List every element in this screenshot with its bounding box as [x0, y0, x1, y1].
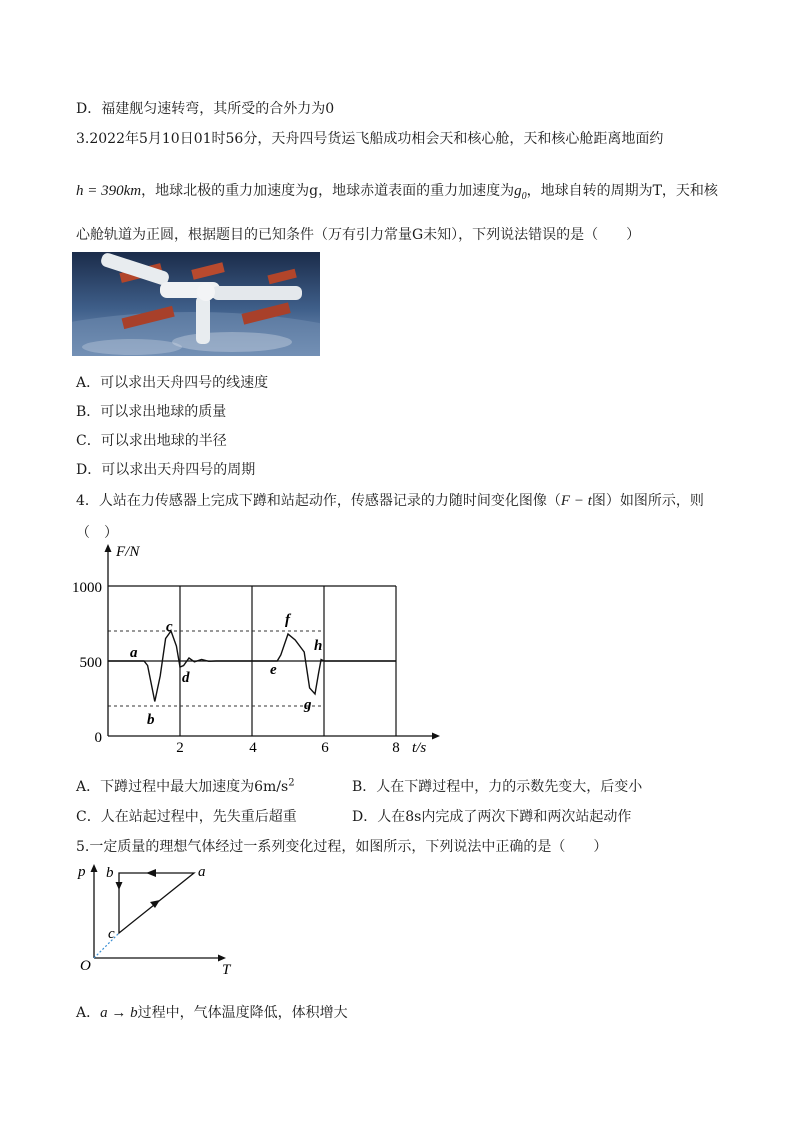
ft-dashed-levels [108, 631, 324, 706]
ft-x-tick-2: 2 [176, 740, 184, 756]
ab-expression: a → b [100, 1005, 138, 1021]
q4-stem-line2: （ ） [76, 525, 118, 541]
ft-x-axis-label: t/s [412, 740, 427, 756]
ft-point-label-b: b [147, 712, 155, 728]
force-time-chart [60, 540, 450, 758]
q3-option-c: C．可以求出地球的半径 [76, 433, 227, 449]
q3-option-b: B．可以求出地球的质量 [76, 404, 227, 420]
q3-stem-line2 [76, 180, 718, 202]
q3-option-a: A．可以求出天舟四号的线速度 [76, 375, 269, 391]
q4-stem-line1 [76, 490, 704, 510]
q2-option-d: D．福建舰匀速转弯，其所受的合外力为0 [76, 101, 335, 117]
height-expression: h = 390km [76, 183, 142, 199]
pt-point-label-b: b [106, 865, 114, 881]
pt-origin-label: O [80, 958, 91, 974]
q5-option-a: A．a → b过程中，气体温度降低，体积增大 [76, 1005, 348, 1021]
q4-stem-a: 4．人站在力传感器上完成下蹲和站起动作，传感器记录的力随时间变化图像（ [76, 493, 561, 509]
ft-expression: F − t [560, 493, 592, 509]
q4-option-a: A．下蹲过程中最大加速度为$6m/s^2$ [76, 777, 295, 795]
ft-axes [105, 544, 441, 740]
pt-x-axis-label: T [222, 962, 231, 978]
ft-point-label-h: h [314, 638, 323, 654]
ft-x-tick-8: 8 [392, 740, 400, 756]
ft-point-label-g: g [304, 697, 312, 713]
q3-stem-line3: 心舱轨道为正圆，根据题目的已知条件（万有引力常量G未知），下列说法错误的是（ ） [76, 227, 641, 243]
pressure-temperature-diagram [72, 858, 242, 978]
q3-stem-line2-a: ，地球北极的重力加速度为g，地球赤道表面的重力加速度为 [141, 183, 515, 199]
pt-dotted-extension [94, 933, 119, 958]
space-station-photo [72, 252, 320, 356]
q4-stem-b: 图）如图所示，则 [591, 493, 704, 509]
ft-point-label-d: d [182, 670, 190, 686]
q3-option-d: D．可以求出天舟四号的周期 [76, 462, 256, 478]
pt-point-label-c: c [108, 926, 115, 942]
ft-point-label-f: f [285, 612, 290, 628]
q5-stem: 5.一定质量的理想气体经过一系列变化过程，如图所示，下列说法中正确的是（ ） [76, 839, 608, 855]
ft-y-axis-label: F/N [116, 544, 140, 560]
q4-option-c: C．人在站起过程中，先失重后超重 [76, 809, 297, 825]
ft-point-label-c: c [166, 619, 173, 635]
ft-y-tick-1000: 1000 [72, 580, 102, 596]
pt-point-label-a: a [198, 864, 206, 880]
q3-stem-line2-b: ，地球自转的周期为T，天和核 [526, 183, 718, 199]
ft-point-label-e: e [270, 662, 277, 678]
g0-symbol: $g_0$ [514, 183, 527, 202]
pt-y-axis-label: p [78, 864, 86, 880]
q4-option-b: B．人在下蹲过程中，力的示数先变大，后变小 [352, 779, 643, 795]
q4-option-d: D．人在8s内完成了两次下蹲和两次站起动作 [352, 809, 632, 825]
ft-x-tick-4: 4 [249, 740, 257, 756]
q3-stem-line1: 3.2022年5月10日01时56分，天舟四号货运飞船成功相会天和核心舱，天和核心舱距离地面约 [76, 131, 664, 147]
pt-arrow-bc [116, 882, 123, 890]
ft-y-tick-0: 0 [94, 730, 102, 746]
ft-point-label-a: a [130, 645, 138, 661]
pt-arrow-ab [146, 869, 156, 877]
ft-x-tick-6: 6 [321, 740, 329, 756]
ft-y-tick-500: 500 [79, 655, 102, 671]
